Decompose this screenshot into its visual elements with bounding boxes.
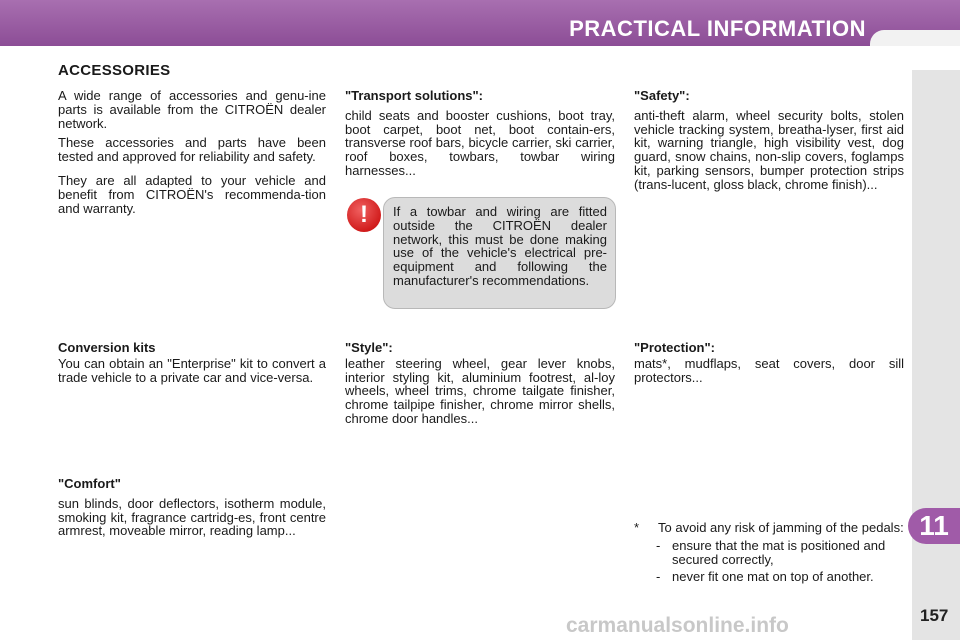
comfort-title: "Comfort" [58,476,121,491]
footnote-item-text: never fit one mat on top of another. [672,569,874,585]
footnote [634,521,904,584]
header-tab-notch [870,30,960,46]
transport-title: "Transport solutions": [345,88,483,103]
intro-paragraph-2: These accessories and parts have been tested and approved for reliability and safety. [58,135,326,165]
header-bar [0,0,960,46]
page-heading: ACCESSORIES [58,62,171,79]
section-safety [634,89,904,198]
right-sidebar [912,70,960,640]
section-comfort [58,477,326,544]
intro-paragraph-3: They are all adapted to your vehicle and benefit from CITROËN's recommenda-tion and warranty. [58,172,326,216]
section-conversion [58,341,326,390]
style-text: leather steering wheel, gear lever knobs, interior styling kit, aluminium footrest, al-loy wheels, wheel trims, chrome tailgate finisher, chrome tailpipe finisher, chrome mirror shells, chrome door handles... [345,355,615,426]
footnote-item-text: ensure that the mat is positioned and secured correctly, [672,537,886,567]
footnote-item [656,539,904,567]
footnote-item [656,570,904,584]
conversion-text: You can obtain an "Enterprise" kit to convert a trade vehicle to a private car and vice-versa. [58,355,326,385]
style-title: "Style": [345,340,393,355]
conversion-title: Conversion kits [58,340,156,355]
footnote-asterisk: * [634,520,640,535]
chapter-badge: 11 [908,508,960,544]
footnote-dash: - [656,537,661,553]
comfort-text: sun blinds, door deflectors, isotherm module, smoking kit, fragrance cartridg-es, front centre armrest, moveable mirror, reading lamp... [58,495,326,539]
page-number: 157 [920,606,949,625]
protection-title: "Protection": [634,340,715,355]
page-section-title: PRACTICAL INFORMATION [569,16,866,41]
transport-text: child seats and booster cushions, boot tray, boot carpet, boot net, boot contain-ers, transverse roof bars, bicycle carrier, ski carrier, roof boxes, towbars, towbar wiring harnesses... [345,107,615,178]
footnote-text: To avoid any risk of jamming of the pedals: [658,520,904,535]
safety-text: anti-theft alarm, wheel security bolts, stolen vehicle tracking system, breatha-lyser, first aid kit, warning triangle, high visibility vest, dog guard, snow chains, non-slip covers, foglamps kit, parking sensors, bumper protection strips (trans-lucent, gloss black, chrome finish)... [634,107,904,192]
warning-exclamation-icon: ! [347,198,381,232]
safety-title: "Safety": [634,88,690,103]
section-style [345,341,615,432]
intro-paragraph-1: A wide range of accessories and genu-ine parts is available from the CITROËN dealer network. [58,88,326,131]
section-protection [634,341,904,390]
protection-text: mats*, mudflaps, seat covers, door sill protectors... [634,355,904,385]
column-intro [58,89,326,221]
watermark: carmanualsonline.info [566,614,789,637]
warning-text: If a towbar and wiring are fitted outside the CITROËN dealer network, this must be done making use of the vehicle's electrical pre-equipment and following the manufacturer's recommendations. [393,204,607,288]
section-transport [345,89,615,184]
footnote-dash: - [656,569,661,585]
